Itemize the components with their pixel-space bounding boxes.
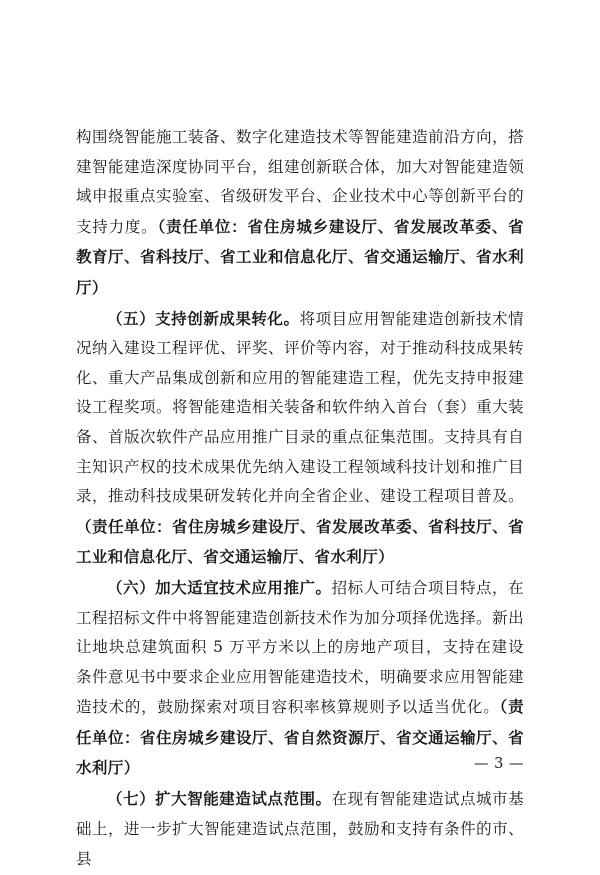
section-heading-6: （六）加大适宜技术应用推广。	[107, 577, 332, 597]
paragraph-text: 招标人可结合项目特点，在工程招标文件中将智能建造创新技术作为加分项择优选择。新出让地块总建筑面积 5 万平方米以上的房地产项目，支持在建设条件意见书中要求企业应用智能建造技术，明确要求应用智能建造技术的，鼓励探索对项目容积率核算规则予以适当优化。	[76, 578, 524, 717]
body-text	[76, 122, 524, 875]
paragraph-text: 构围绕智能施工装备、数字化建造技术等智能建造前沿方向，搭建智能建造深度协同平台，组建创新联合体，加大对智能建造领域申报重点实验室、省级研发平台、企业技术中心等创新平台的支持力度。	[76, 128, 524, 236]
paragraph-continuation	[76, 122, 524, 304]
paragraph-section-5	[76, 304, 524, 573]
page-number: — 3 —	[474, 756, 524, 772]
paragraph-text: 在现有智能建造试点城市基础上，进一步扩大智能建造试点范围，鼓励和支持有条件的市、县	[76, 790, 524, 869]
paragraph-section-6	[76, 573, 524, 784]
paragraph-section-7	[76, 784, 524, 875]
section-heading-5: （五）支持创新成果转化。	[107, 308, 300, 328]
section-heading-7: （七）扩大智能建造试点范围。	[107, 789, 332, 809]
paragraph-text: 将项目应用智能建造创新技术情况纳入建设工程评优、评奖、评价等内容，对于推动科技成果转化、重大产品集成创新和应用的智能建造工程，优先支持申报建设工程奖项。将智能建造相关装备和软件纳入首台（套）重大装备、首版次软件产品应用推广目录的重点征集范围。支持具有自主知识产权的技术成果优先纳入建设工程领域科技计划和推广目录，推动科技成果研发转化并向全省企业、建设工程项目普及。	[76, 309, 524, 506]
responsibility-units: （责任单位：省住房城乡建设厅、省发展改革委、省教育厅、省科技厅、省工业和信息化厅、省交通运输厅、省水利厅）	[76, 216, 524, 297]
responsibility-units: （责任单位：省住房城乡建设厅、省自然资源厅、省交通运输厅、省水利厅）	[76, 697, 524, 778]
responsibility-units: （责任单位：省住房城乡建设厅、省发展改革委、省科技厅、省工业和信息化厅、省交通运输厅、省水利厅）	[76, 516, 524, 567]
